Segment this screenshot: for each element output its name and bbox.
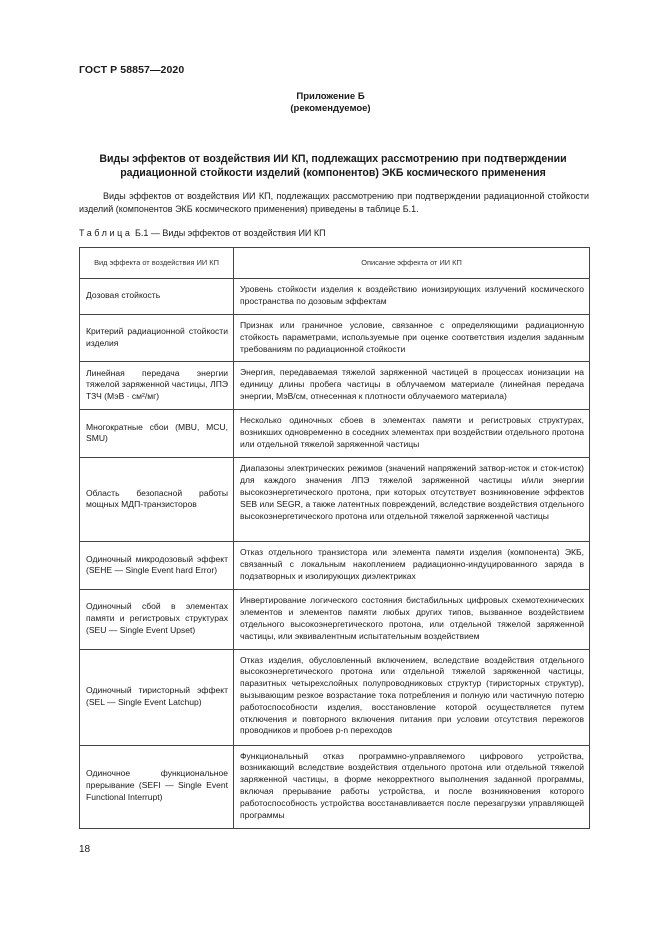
table-caption-text: Б.1 — Виды эффектов от воздействия ИИ КП	[135, 228, 326, 238]
table-row	[80, 745, 590, 828]
appendix-note: (рекомендуемое)	[290, 103, 371, 114]
table-caption-label: Таблица	[79, 228, 133, 238]
effect-type-cell: Одиночный сбой в элементах памяти и регистровых структурах (SEU — Single Event Upset)	[80, 590, 234, 649]
effect-type-cell: Критерий радиационной стойкости изделия	[80, 315, 234, 362]
effect-description-cell: Несколько одиночных сбоев в элементах памяти и регистровых структурах, возникших одновременно в соседних элементах при воздействии отдельного протона или отдельной тяжелой заряженной частицы	[234, 410, 590, 458]
effect-description-cell: Признак или граничное условие, связанное с определяющими радиационную стойкость параметрами, используемые при оценке соответствия изделия заданным требованиям по радиационной стойкости	[234, 315, 590, 362]
effect-description-cell: Диапазоны электрических режимов (значений напряжений затвор-исток и сток-исток) для каждого значения ЛПЭ тяжелой заряженной частицы и/или энергии высокоэнергетического протона, при которых отсутствует возникновение эффектов SEB или SEGR, а также латентных повреждений, вследствие воздействия отдельного высокоэнергетического протона или отдельной тяжелой заряженной частицы	[234, 458, 590, 542]
appendix-heading	[0, 91, 661, 115]
effect-type-cell: Дозовая стойкость	[80, 279, 234, 315]
effect-type-cell: Одиночный тиристорный эффект (SEL — Single Event Latchup)	[80, 649, 234, 745]
effect-type-cell: Область безопасной работы мощных МДП-транзисторов	[80, 458, 234, 542]
effect-type-cell: Многократные сбои (MBU, MCU, SMU)	[80, 410, 234, 458]
table-header-row	[80, 248, 590, 279]
effect-type-cell: Одиночный микродозовый эффект (SEHE — Single Event hard Error)	[80, 542, 234, 590]
effect-description-cell: Уровень стойкости изделия к воздействию ионизирующих излучений космического пространства по дозовым эффектам	[234, 279, 590, 315]
effect-description-cell: Отказ отдельного транзистора или элемента памяти изделия (компонента) ЭКБ, связанный с локальным накоплением радиационно-индуцированного заряда в подзатворных и изолирующих диэлектриках	[234, 542, 590, 590]
effect-description-cell: Отказ изделия, обусловленный включением, вследствие воздействия отдельного высокоэнергетического протона или отдельной тяжелой заряженной частицы, паразитных четырехслойных полупроводниковых структур (тиристорных структур), вызывающим резкое возрастание тока потребления и полную или частичную потерю работоспособности изделия, восстановление которой осуществляется путем отключения и повторного включения питания при условии отсутствия пережогов проводников и пробоев p-n переходов	[234, 649, 590, 745]
page-number: 18	[79, 844, 91, 855]
effect-description-cell: Инвертирование логического состояния бистабильных цифровых схемотехнических элементов и элементов памяти любых других типов, вызванное воздействием отдельного высокоэнергетического протона, или отдельной тяжелой заряженной частицы, или эквивалентным испытательным воздействием	[234, 590, 590, 649]
table-caption	[79, 228, 326, 238]
table-row	[80, 590, 590, 649]
effect-type-cell: Линейная передача энергии тяжелой заряженной частицы, ЛПЭ ТЗЧ (МэВ · см²/мг)	[80, 362, 234, 410]
standard-header: ГОСТ Р 58857—2020	[79, 64, 185, 76]
effect-description-cell: Функциональный отказ программно-управляемого цифрового устройства, возникающий вследствие воздействия отдельного протона или отдельной тяжелой заряженной частицы, в форме некорректного выполнения заданной программы, включая прерывание работы устройства, и после возникновения которого работоспособность устройства восстанавливается после перезагрузки управляющей программы	[234, 745, 590, 828]
effect-description-cell: Энергия, передаваемая тяжелой заряженной частицей в процессах ионизации на единицу длины пробега частицы в облучаемом материале (линейная передача энергии, МэВ/см, отнесенная к плотности облучаемого материала)	[234, 362, 590, 410]
column-header-type: Вид эффекта от воздействия ИИ КП	[80, 248, 234, 279]
effect-type-cell: Одиночное функциональное прерывание (SEFI — Single Event Functional Interrupt)	[80, 745, 234, 828]
appendix-title: Приложение Б	[296, 91, 365, 102]
intro-paragraph: Виды эффектов от воздействия ИИ КП, подлежащих рассмотрению при подтверждении радиационной стойкости изделий (компонентов ЭКБ космического применения) приведены в таблице Б.1.	[79, 191, 589, 214]
section-title: Виды эффектов от воздействия ИИ КП, подлежащих рассмотрению при подтверждении радиационной стойкости изделий (компонентов) ЭКБ космического применения	[99, 153, 567, 179]
table-row	[80, 458, 590, 542]
table-row	[80, 542, 590, 590]
table-row	[80, 649, 590, 745]
column-header-description: Описание эффекта от ИИ КП	[234, 248, 590, 279]
table-row	[80, 315, 590, 362]
table-row	[80, 410, 590, 458]
table-row	[80, 279, 590, 315]
table-row	[80, 362, 590, 410]
effects-table	[79, 247, 590, 829]
